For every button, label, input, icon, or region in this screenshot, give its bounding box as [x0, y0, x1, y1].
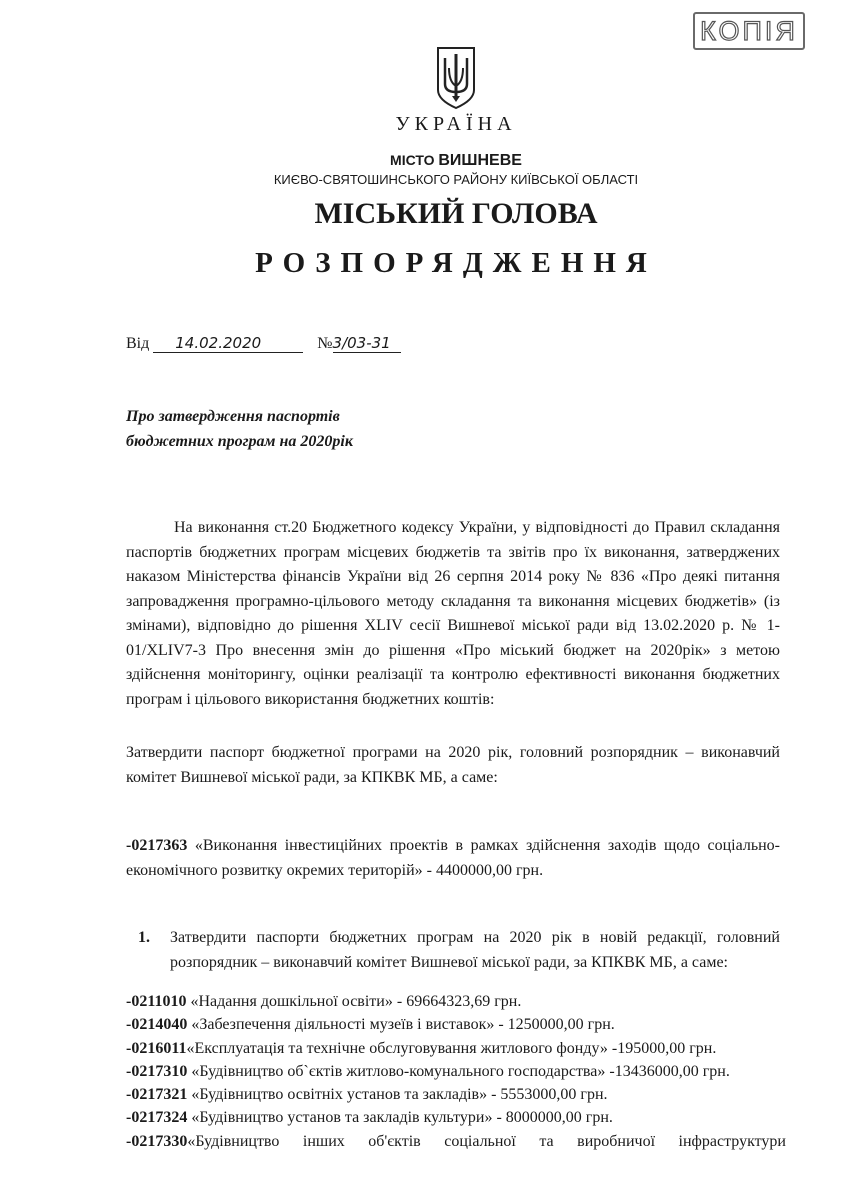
list-item	[126, 1130, 786, 1153]
paragraph-text: Затвердити паспорти бюджетних програм на 2020 рік в новій редакції, головний розпорядник – виконавчий комітет Вишневої міської ради, за КПКВК МБ, а саме:	[170, 929, 780, 971]
subject-line-1: Про затвердження паспортів	[126, 408, 340, 425]
numbered-paragraph	[138, 926, 780, 975]
program-text: «Будівництво освітніх установ та закладів» - 5553000,00 грн.	[187, 1086, 608, 1104]
number-value: 3/03-31	[333, 334, 401, 353]
date-value: 14.02.2020	[153, 334, 303, 353]
date-label: Від	[126, 335, 150, 352]
list-item	[126, 1106, 786, 1129]
program-code: -0216011	[126, 1039, 187, 1057]
program-text: «Забезпечення діяльності музеїв і виставок» - 1250000,00 грн.	[187, 1016, 615, 1034]
program-text: «Експлуатація та технічне обслуговування житлового фонду» -195000,00 грн.	[186, 1039, 717, 1057]
trident-emblem-icon	[435, 46, 477, 110]
date-number-line	[126, 334, 401, 353]
document-type: РОЗПОРЯДЖЕННЯ	[255, 247, 657, 279]
list-item	[126, 1083, 786, 1106]
preamble-paragraph: На виконання ст.20 Бюджетного кодексу України, у відповідності до Правил складання паспортів бюджетних програм місцевих бюджетів та звітів про їх виконання, затверджених наказом Міністерства фінансів України від 26 серпня 2014 року № 836 «Про деякі питання запровадження програмно-цільового методу складання та виконання місцевих бюджетів» (із змінами), відповідно до рішення XLIV сесії Вишневої міської ради від 13.02.2020 р. № 1-01/XLIV7-3 Про внесення змін до рішення «Про міський бюджет на 2020рік» з метою здійснення моніторингу, оцінки реалізації та контролю ефективності виконання бюджетних програм і цільового використання бюджетних коштів:	[126, 519, 780, 708]
city-line	[0, 152, 850, 170]
city-name: ВИШНЕВЕ	[438, 152, 522, 169]
program-list	[126, 990, 786, 1153]
approval-paragraph: Затвердити паспорт бюджетної програми на 2020 рік, головний розпорядник – виконавчий комітет Вишневої міської ради, за КПКВК МБ, а саме:	[126, 744, 780, 786]
program-code: -0211010	[126, 993, 187, 1010]
authority-title: МІСЬКИЙ ГОЛОВА	[314, 197, 598, 230]
program-text: «Надання дошкільної освіти» - 69664323,69 грн.	[186, 993, 522, 1010]
country-name: УКРАЇНА	[395, 113, 517, 135]
program-text: «Будівництво об`єктів житлово-комунального господарства» -13436000,00 грн.	[187, 1062, 730, 1080]
program-code: -0214040	[126, 1016, 188, 1034]
list-item	[126, 1037, 786, 1060]
list-item	[126, 990, 786, 1013]
list-item	[126, 1060, 786, 1083]
number-label: №	[317, 335, 333, 352]
program-text: «Будівництво установ та закладів культури» - 8000000,00 грн.	[187, 1109, 613, 1127]
program-text: «Будівництво інших об'єктів соціальної та виробничої інфраструктури	[187, 1132, 786, 1150]
program-code: -0217321	[126, 1086, 188, 1104]
subject-line-2: бюджетних програм на 2020рік	[126, 433, 353, 450]
program-code: -0217363	[126, 837, 188, 854]
paragraph-number: 1.	[138, 929, 150, 946]
district-line: КИЄВО-СВЯТОШИНСЬКОГО РАЙОНУ КИЇВСЬКОЇ ОБЛАСТІ	[273, 172, 639, 187]
city-prefix: МІСТО	[390, 152, 435, 168]
single-program-item	[126, 834, 780, 883]
program-code: -0217330	[126, 1132, 188, 1150]
program-text: «Виконання інвестиційних проектів в рамках здійснення заходів щодо соціально-економічного розвитку окремих територій» - 4400000,00 грн.	[126, 837, 780, 879]
copy-stamp: КОПІЯ	[693, 12, 805, 50]
program-code: -0217324	[126, 1109, 188, 1127]
program-code: -0217310	[126, 1062, 188, 1080]
document-subject	[126, 404, 353, 454]
list-item	[126, 1013, 786, 1036]
